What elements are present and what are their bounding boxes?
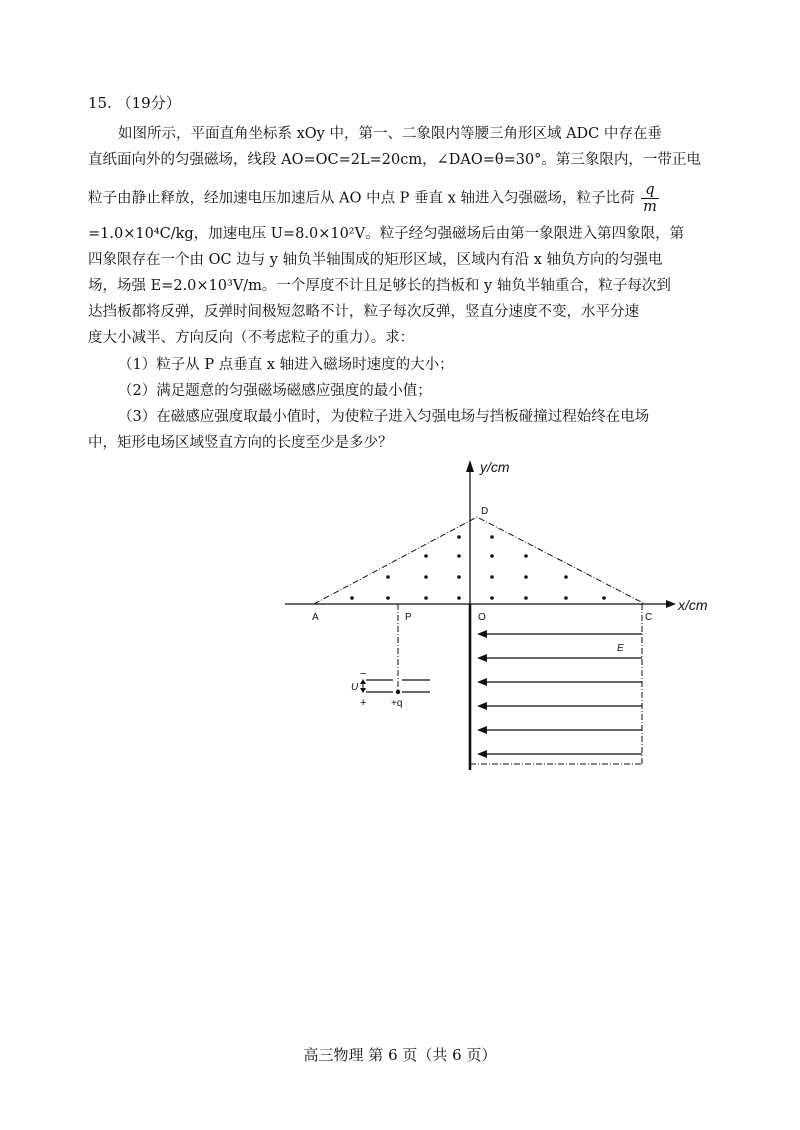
voltage-label: U <box>351 682 359 693</box>
sub-question-1: （1）粒子从 P 点垂直 x 轴进入磁场时速度的大小； <box>118 357 454 373</box>
minus-sign: − <box>360 668 367 680</box>
sub-question-2: （2）满足题意的匀强磁场磁感应强度的最小值； <box>118 383 432 399</box>
question-points: （19分） <box>116 94 181 112</box>
fraction-numerator: q <box>641 182 659 199</box>
x-axis-arrow <box>666 600 676 608</box>
body-line-6: 场，场强 E=2.0×10³V/m。一个厚度不计且足够长的挡板和 y 轴负半轴重合，粒子每次到 <box>88 278 671 294</box>
point-p-label: P <box>405 612 412 623</box>
body-line-2: 直纸面向外的匀强磁场，线段 AO=OC=2L=20cm，∠DAO=θ=30°。第三象限内，一带正电 <box>88 152 701 168</box>
magnetic-field-dots <box>350 535 606 600</box>
electric-field-label: E <box>617 643 624 654</box>
body-line-7: 达挡板都将反弹，反弹时间极短忽略不计，粒子每次反弹，竖直分速度不变，水平分速 <box>88 304 639 320</box>
sub-question-3: （3）在磁感应强度取最小值时，为使粒子进入匀强电场与挡板碰撞过程始终在电场 <box>118 409 650 425</box>
point-c-label: C <box>645 612 653 623</box>
point-o-label: O <box>478 612 486 623</box>
y-axis-label: y/cm <box>480 459 510 475</box>
point-d-label: D <box>481 506 489 517</box>
body-line-1: 如图所示，平面直角坐标系 xOy 中，第一、二象限内等腰三角形区域 ADC 中存在垂 <box>118 126 662 142</box>
fraction-denominator: m <box>643 199 657 215</box>
charge-label: +q <box>391 698 403 709</box>
body-line-3-text: 粒子由静止释放，经加速电压加速后从 AO 中点 P 垂直 x 轴进入匀强磁场，粒子比荷 <box>88 190 635 207</box>
y-axis-arrow <box>466 460 474 472</box>
point-a-label: A <box>312 612 319 623</box>
particle <box>396 690 400 694</box>
body-line-5: 四象限存在一个由 OC 边与 y 轴负半轴围成的矩形区域，区域内有沿 x 轴负方向的匀强电 <box>88 252 663 268</box>
voltage-indicator <box>360 679 366 693</box>
body-line-8: 度大小减半、方向反向（不考虑粒子的重力）。求： <box>88 330 415 346</box>
triangle-adc-boundary <box>314 517 645 604</box>
page-footer: 高三物理 第 6 页（共 6 页） <box>303 1046 497 1064</box>
plus-sign: + <box>360 697 367 709</box>
sub-question-3-cont: 中，矩形电场区域竖直方向的长度至少是多少？ <box>88 435 393 451</box>
body-line-4: =1.0×10⁴C/kg，加速电压 U=8.0×10²V。粒子经匀强磁场后由第一象限进入第四象限，第 <box>88 226 685 242</box>
x-axis-label: x/cm <box>678 597 708 613</box>
question-number: 15. <box>88 94 112 112</box>
